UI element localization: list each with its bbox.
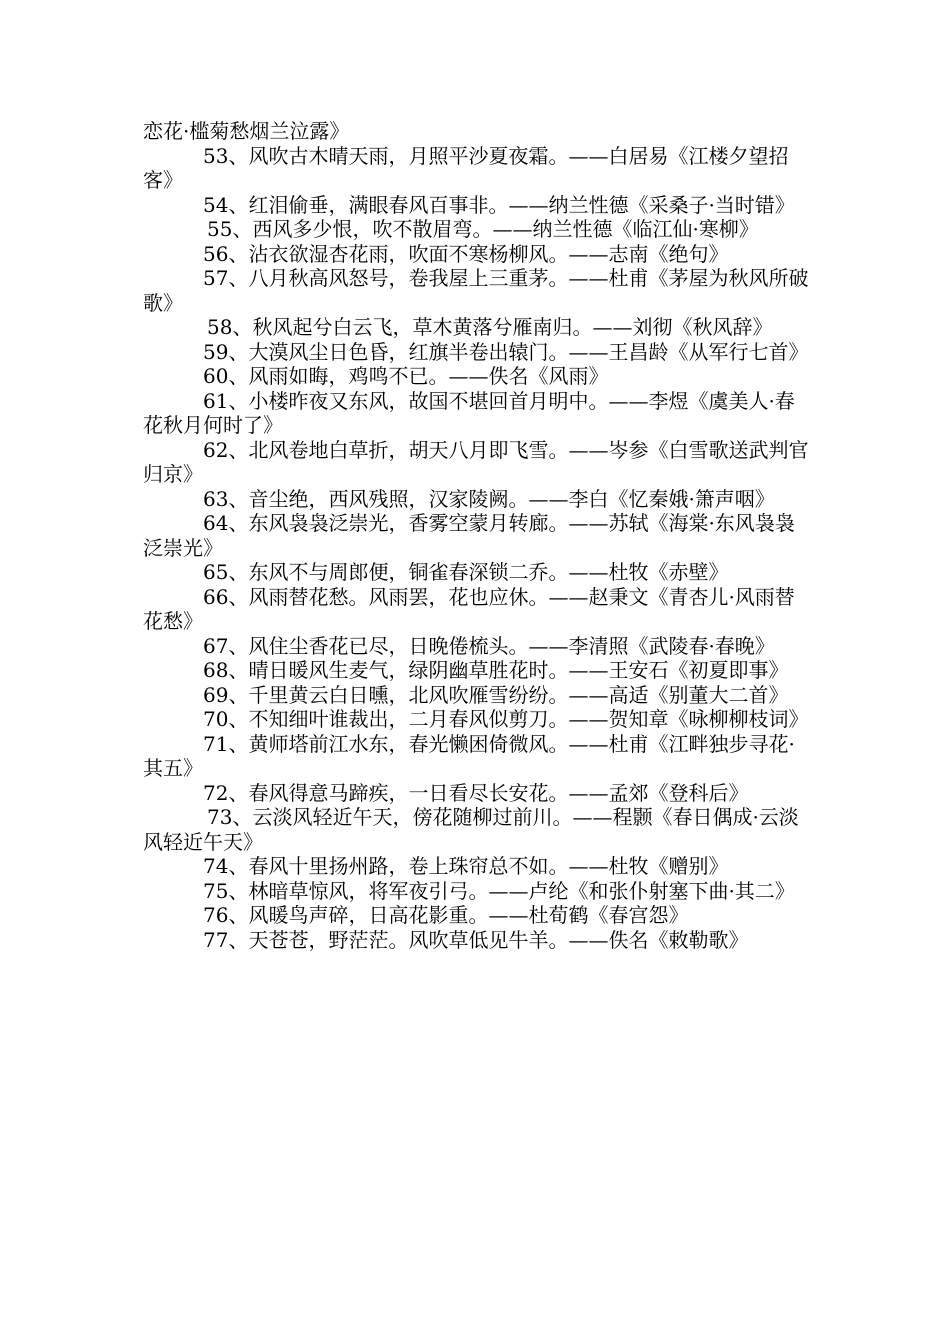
poem-line-60: 60、风雨如晦，鸡鸣不已。——佚名《风雨》 — [203, 364, 609, 388]
poem-line-62: 62、北风卷地白草折，胡天八月即飞雪。——岑参《白雪歌送武判官归京》 — [143, 437, 809, 486]
poem-line-71: 71、黄师塔前江水东，春光懒困倚微风。——杜甫《江畔独步寻花·其五》 — [143, 731, 795, 780]
poem-line-59: 59、大漠风尘日色昏，红旗半卷出辕门。——王昌龄《从军行七首》 — [203, 339, 809, 364]
poem-line-63: 63、音尘绝，西风残照，汉家陵阙。——李白《忆秦娥·箫声咽》 — [203, 486, 775, 511]
poem-line-73: 73、云淡风轻近午天，傍花随柳过前川。——程颢《春日偶成·云淡风轻近午天》 — [143, 805, 799, 854]
poem-line-74: 74、春风十里扬州路，卷上珠帘总不如。——杜牧《赠别》 — [203, 854, 729, 878]
poem-line-75: 75、林暗草惊风，将军夜引弓。——卢纶《和张仆射塞下曲·其二》 — [203, 878, 795, 903]
poem-line-77: 77、天苍苍，野茫茫。风吹草低见牛羊。——佚名《敕勒歌》 — [203, 927, 749, 952]
document-body — [143, 119, 813, 952]
poem-line-76: 76、风暖鸟声碎，日高花影重。——杜荀鹤《春宫怨》 — [203, 903, 689, 927]
poem-line-53: 53、风吹古木晴天雨，月照平沙夏夜霜。——白居易《江楼夕望招客》 — [143, 143, 789, 192]
poem-line-56: 56、沾衣欲湿杏花雨，吹面不寒杨柳风。——志南《绝句》 — [203, 241, 729, 266]
poem-line-70: 70、不知细叶谁裁出，二月春风似剪刀。——贺知章《咏柳柳枝词》 — [203, 707, 809, 731]
poem-line-72: 72、春风得意马蹄疾，一日看尽长安花。——孟郊《登科后》 — [203, 780, 749, 805]
text-line: 恋花·槛菊愁烟兰泣露》 — [143, 119, 350, 143]
poem-line-58: 58、秋风起兮白云飞，草木黄落兮雁南归。——刘彻《秋风辞》 — [207, 315, 773, 339]
poem-line-57: 57、八月秋高风怒号，卷我屋上三重茅。——杜甫《茅屋为秋风所破歌》 — [143, 266, 809, 315]
poem-line-66: 66、风雨替花愁。风雨罢，花也应休。——赵秉文《青杏儿·风雨替花愁》 — [143, 584, 795, 633]
poem-line-65: 65、东风不与周郎便，铜雀春深锁二乔。——杜牧《赤壁》 — [203, 560, 729, 584]
poem-line-55: 55、西风多少恨，吹不散眉弯。——纳兰性德《临江仙·寒柳》 — [207, 217, 759, 241]
poem-line-61: 61、小楼昨夜又东风，故国不堪回首月明中。——李煜《虞美人·春花秋月何时了》 — [143, 388, 795, 437]
poem-line-69: 69、千里黄云白日曛，北风吹雁雪纷纷。——高适《别董大二首》 — [203, 682, 789, 707]
poem-line-67: 67、风住尘香花已尽，日晚倦梳头。——李清照《武陵春·春晚》 — [203, 633, 775, 658]
poem-line-64: 64、东风袅袅泛崇光，香雾空蒙月转廊。——苏轼《海棠·东风袅袅泛崇光》 — [143, 511, 795, 560]
poem-line-68: 68、晴日暖风生麦气，绿阴幽草胜花时。——王安石《初夏即事》 — [203, 658, 789, 682]
poem-line-54: 54、红泪偷垂，满眼春风百事非。——纳兰性德《采桑子·当时错》 — [203, 192, 795, 217]
